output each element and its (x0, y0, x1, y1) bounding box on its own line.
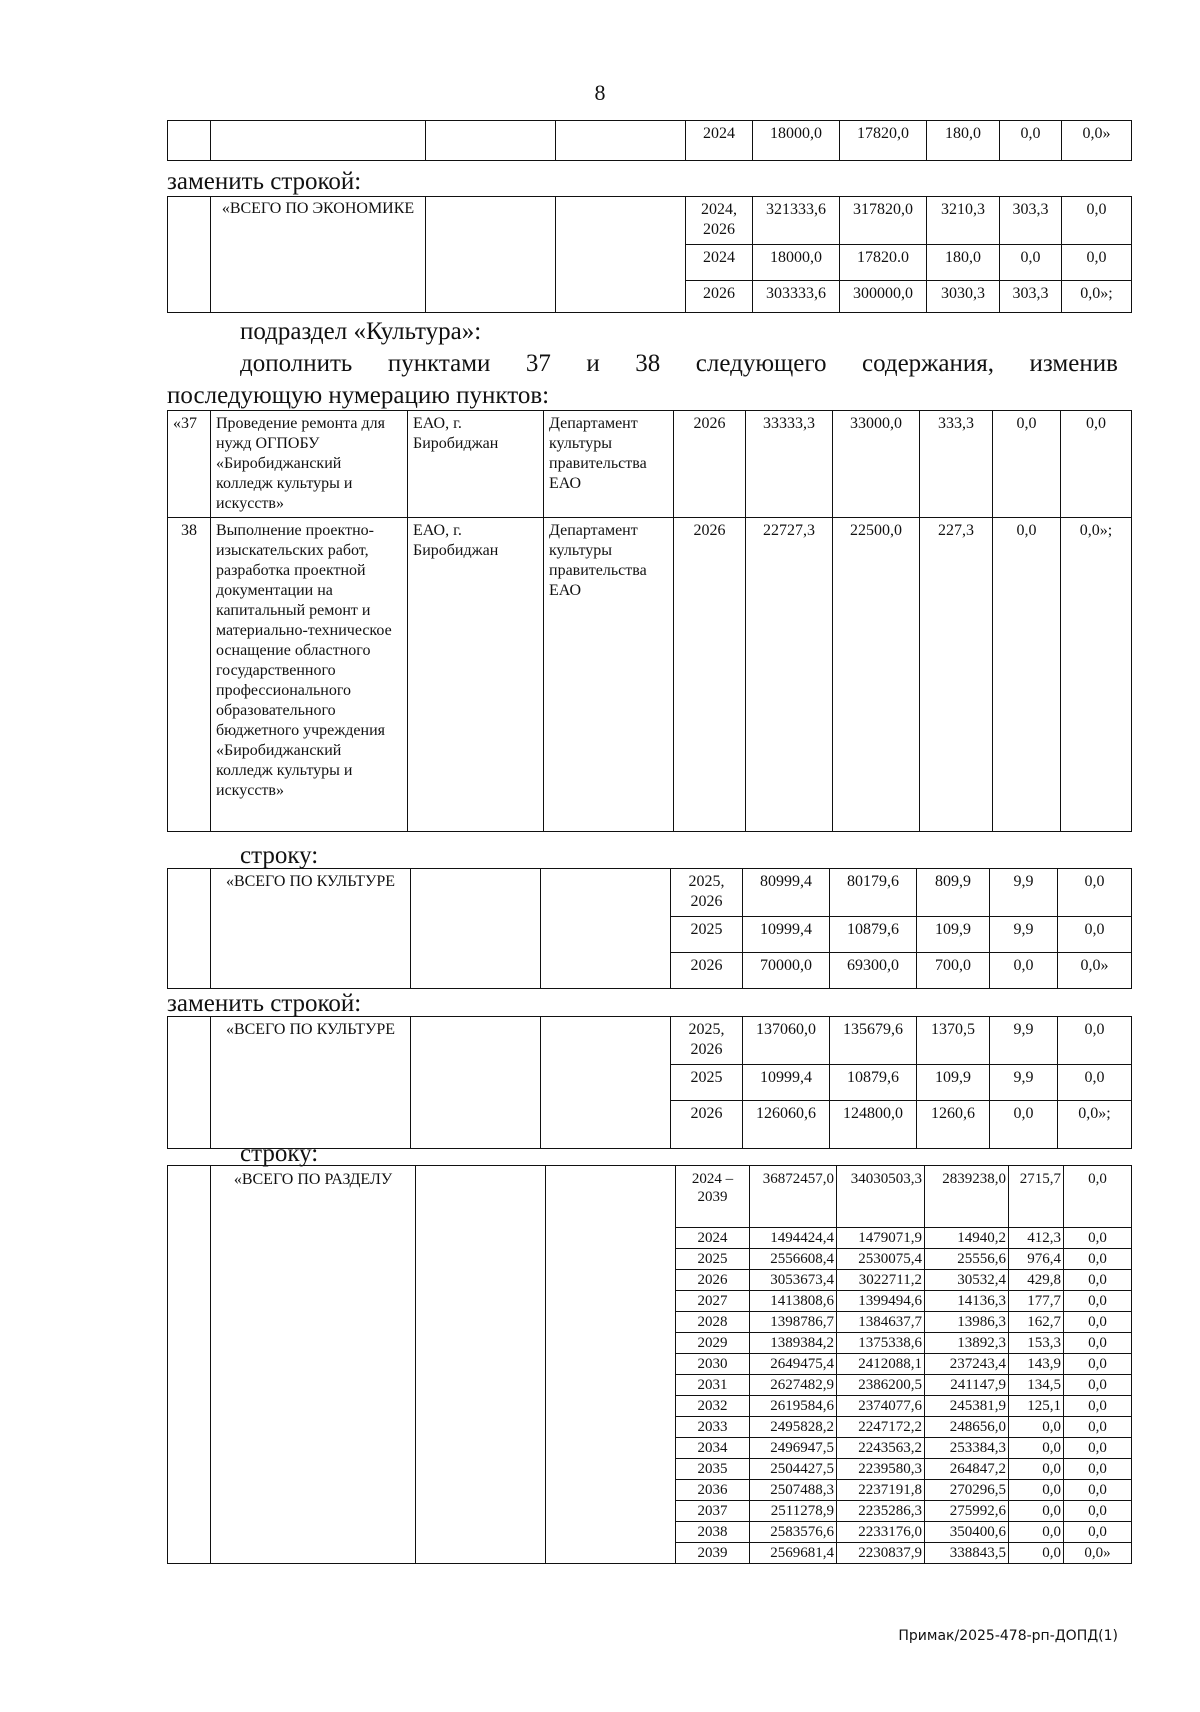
regional-cell: 13892,3 (925, 1333, 1009, 1354)
table-row (168, 518, 1132, 832)
regional-cell: 13986,3 (925, 1312, 1009, 1333)
other-cell: 0,0»; (1061, 518, 1132, 832)
year-cell: 2026 (674, 518, 746, 832)
local-cell: 429,8 (1009, 1270, 1064, 1291)
table-culture-items (167, 410, 1132, 832)
total-cell: 2495828,2 (750, 1417, 837, 1438)
other-cell: 0,0 (1064, 1438, 1132, 1459)
regional-cell: 700,0 (917, 953, 990, 989)
federal-cell: 317820,0 (840, 197, 927, 245)
total-cell: 1494424,4 (750, 1228, 837, 1249)
regional-cell: 109,9 (917, 1065, 990, 1101)
page-number: 8 (594, 80, 606, 105)
total-cell: 18000,0 (753, 121, 840, 161)
total-cell: 10999,4 (743, 1065, 830, 1101)
federal-cell: 10879,6 (830, 917, 917, 953)
local-cell: 0,0 (1009, 1543, 1064, 1564)
federal-cell: 1479071,9 (837, 1228, 925, 1249)
table-culture-old (167, 868, 1132, 989)
replace-label-2: заменить строкой: (167, 990, 362, 1017)
total-cell: 10999,4 (743, 917, 830, 953)
year-cell: 2026 (671, 1101, 743, 1149)
table-section-totals (167, 1165, 1132, 1564)
regional-cell: 338843,5 (925, 1543, 1009, 1564)
local-cell: 9,9 (990, 1017, 1058, 1065)
other-cell: 0,0 (1064, 1291, 1132, 1312)
table-row (168, 1017, 1132, 1065)
item-name: Проведение ремонта для нужд ОГПОБУ «Биробиджанский колледж культуры и искусств» (211, 411, 408, 518)
total-cell: 80999,4 (743, 869, 830, 917)
regional-cell: 109,9 (917, 917, 990, 953)
name-cell: «ВСЕГО ПО ЭКОНОМИКЕ (211, 197, 426, 313)
year-cell: 2029 (676, 1333, 750, 1354)
row-label-1: строку: (240, 842, 319, 869)
regional-cell: 245381,9 (925, 1396, 1009, 1417)
local-cell: 303,3 (1000, 197, 1062, 245)
year-cell: 2033 (676, 1417, 750, 1438)
year-cell: 2031 (676, 1375, 750, 1396)
name-cell: «ВСЕГО ПО КУЛЬТУРЕ (211, 869, 411, 989)
federal-cell: 69300,0 (830, 953, 917, 989)
local-cell: 143,9 (1009, 1354, 1064, 1375)
total-cell: 70000,0 (743, 953, 830, 989)
local-cell: 0,0 (993, 411, 1061, 518)
regional-cell: 333,3 (920, 411, 993, 518)
instruction-line-1: дополнить пунктами 37 и 38 следующего содержания, изменив (240, 350, 1118, 377)
regional-cell: 3210,3 (927, 197, 1000, 245)
year-cell: 2035 (676, 1459, 750, 1480)
total-cell: 2627482,9 (750, 1375, 837, 1396)
table-economy-old-row (167, 120, 1132, 161)
federal-cell: 22500,0 (833, 518, 920, 832)
year-cell: 2024 (686, 121, 753, 161)
local-cell: 976,4 (1009, 1249, 1064, 1270)
year-cell: 2026 (674, 411, 746, 518)
total-cell: 2507488,3 (750, 1480, 837, 1501)
local-cell: 9,9 (990, 917, 1058, 953)
federal-cell: 300000,0 (840, 281, 927, 313)
federal-cell: 17820.0 (840, 245, 927, 281)
item-number: «37 (168, 411, 211, 518)
other-cell: 0,0 (1061, 411, 1132, 518)
regional-cell: 350400,6 (925, 1522, 1009, 1543)
regional-cell: 241147,9 (925, 1375, 1009, 1396)
federal-cell: 3022711,2 (837, 1270, 925, 1291)
item-name: Выполнение проектно-изыскательских работ, разработка проектной документации на капитальный ремонт и материально-техническое оснащение областного государственного профессионального образовательного бюджетного учреждения «Биробиджанский колледж культуры и искусств» (211, 518, 408, 832)
other-cell: 0,0»; (1062, 281, 1132, 313)
other-cell: 0,0 (1058, 869, 1132, 917)
instruction-line-2: последующую нумерацию пунктов: (167, 382, 550, 409)
year-cell: 2025 (671, 1065, 743, 1101)
federal-cell: 2230837,9 (837, 1543, 925, 1564)
item-number: 38 (168, 518, 211, 832)
federal-cell: 135679,6 (830, 1017, 917, 1065)
regional-cell: 14136,3 (925, 1291, 1009, 1312)
total-cell: 2511278,9 (750, 1501, 837, 1522)
regional-cell: 180,0 (927, 121, 1000, 161)
regional-cell: 2839238,0 (925, 1166, 1009, 1228)
other-cell: 0,0 (1064, 1459, 1132, 1480)
year-cell: 2027 (676, 1291, 750, 1312)
regional-cell: 227,3 (920, 518, 993, 832)
item-place: ЕАО, г. Биробиджан (408, 411, 544, 518)
other-cell: 0,0 (1062, 245, 1132, 281)
other-cell: 0,0 (1064, 1333, 1132, 1354)
regional-cell: 809,9 (917, 869, 990, 917)
table-row (168, 1166, 1132, 1228)
total-cell: 2649475,4 (750, 1354, 837, 1375)
total-cell: 2583576,6 (750, 1522, 837, 1543)
year-cell: 2030 (676, 1354, 750, 1375)
federal-cell: 2374077,6 (837, 1396, 925, 1417)
local-cell: 125,1 (1009, 1396, 1064, 1417)
year-cell: 2024 (676, 1228, 750, 1249)
other-cell: 0,0 (1064, 1354, 1132, 1375)
year-cell: 2026 (671, 953, 743, 989)
regional-cell: 253384,3 (925, 1438, 1009, 1459)
replace-label-1: заменить строкой: (167, 168, 362, 195)
federal-cell: 80179,6 (830, 869, 917, 917)
subsection-heading: подраздел «Культура»: (240, 318, 482, 345)
other-cell: 0,0 (1064, 1270, 1132, 1291)
total-cell: 126060,6 (743, 1101, 830, 1149)
other-cell: 0,0 (1062, 197, 1132, 245)
local-cell: 9,9 (990, 1065, 1058, 1101)
year-cell: 2024 – 2039 (676, 1166, 750, 1228)
federal-cell: 2412088,1 (837, 1354, 925, 1375)
local-cell: 0,0 (990, 1101, 1058, 1149)
regional-cell: 3030,3 (927, 281, 1000, 313)
federal-cell: 2386200,5 (837, 1375, 925, 1396)
other-cell: 0,0 (1058, 1017, 1132, 1065)
total-cell: 1413808,6 (750, 1291, 837, 1312)
regional-cell: 25556,6 (925, 1249, 1009, 1270)
total-cell: 303333,6 (753, 281, 840, 313)
other-cell: 0,0 (1058, 917, 1132, 953)
federal-cell: 10879,6 (830, 1065, 917, 1101)
year-cell: 2025, 2026 (671, 869, 743, 917)
local-cell: 303,3 (1000, 281, 1062, 313)
federal-cell: 2237191,8 (837, 1480, 925, 1501)
total-cell: 137060,0 (743, 1017, 830, 1065)
year-cell: 2039 (676, 1543, 750, 1564)
regional-cell: 264847,2 (925, 1459, 1009, 1480)
table-row (168, 411, 1132, 518)
table-economy-new (167, 196, 1132, 313)
regional-cell: 180,0 (927, 245, 1000, 281)
year-cell: 2025, 2026 (671, 1017, 743, 1065)
other-cell: 0,0 (1064, 1396, 1132, 1417)
local-cell: 0,0 (1009, 1459, 1064, 1480)
year-cell: 2026 (686, 281, 753, 313)
year-cell: 2026 (676, 1270, 750, 1291)
year-cell: 2034 (676, 1438, 750, 1459)
other-cell: 0,0 (1064, 1480, 1132, 1501)
other-cell: 0,0 (1064, 1249, 1132, 1270)
local-cell: 177,7 (1009, 1291, 1064, 1312)
local-cell: 2715,7 (1009, 1166, 1064, 1228)
local-cell: 0,0 (1009, 1480, 1064, 1501)
local-cell: 0,0 (1009, 1417, 1064, 1438)
other-cell: 0,0 (1064, 1312, 1132, 1333)
other-cell: 0,0»; (1058, 1101, 1132, 1149)
other-cell: 0,0 (1058, 1065, 1132, 1101)
table-row (168, 197, 1132, 245)
total-cell: 1398786,7 (750, 1312, 837, 1333)
federal-cell: 2243563,2 (837, 1438, 925, 1459)
federal-cell: 33000,0 (833, 411, 920, 518)
year-cell: 2032 (676, 1396, 750, 1417)
year-cell: 2037 (676, 1501, 750, 1522)
other-cell: 0,0 (1064, 1417, 1132, 1438)
local-cell: 412,3 (1009, 1228, 1064, 1249)
other-cell: 0,0 (1064, 1375, 1132, 1396)
name-cell: «ВСЕГО ПО КУЛЬТУРЕ (211, 1017, 411, 1149)
year-cell: 2036 (676, 1480, 750, 1501)
table-row (168, 869, 1132, 917)
local-cell: 0,0 (1009, 1438, 1064, 1459)
year-cell: 2025 (671, 917, 743, 953)
federal-cell: 2247172,2 (837, 1417, 925, 1438)
total-cell: 2569681,4 (750, 1543, 837, 1564)
local-cell: 0,0 (993, 518, 1061, 832)
total-cell: 321333,6 (753, 197, 840, 245)
table-row (168, 121, 1132, 161)
name-cell: «ВСЕГО ПО РАЗДЕЛУ (211, 1166, 416, 1564)
federal-cell: 2235286,3 (837, 1501, 925, 1522)
year-cell: 2024 (686, 245, 753, 281)
regional-cell: 30532,4 (925, 1270, 1009, 1291)
other-cell: 0,0 (1064, 1501, 1132, 1522)
federal-cell: 1384637,7 (837, 1312, 925, 1333)
item-executor: Департамент культуры правительства ЕАО (544, 411, 674, 518)
total-cell: 2556608,4 (750, 1249, 837, 1270)
other-cell: 0,0» (1064, 1543, 1132, 1564)
other-cell: 0,0 (1064, 1166, 1132, 1228)
other-cell: 0,0 (1064, 1522, 1132, 1543)
item-executor: Департамент культуры правительства ЕАО (544, 518, 674, 832)
federal-cell: 124800,0 (830, 1101, 917, 1149)
local-cell: 134,5 (1009, 1375, 1064, 1396)
total-cell: 33333,3 (746, 411, 833, 518)
regional-cell: 1260,6 (917, 1101, 990, 1149)
federal-cell: 17820,0 (840, 121, 927, 161)
local-cell: 9,9 (990, 869, 1058, 917)
local-cell: 0,0 (1000, 245, 1062, 281)
federal-cell: 34030503,3 (837, 1166, 925, 1228)
document-footer: Примак/2025-478-рп-ДОПД(1) (898, 1628, 1118, 1644)
other-cell: 0,0 (1064, 1228, 1132, 1249)
local-cell: 162,7 (1009, 1312, 1064, 1333)
regional-cell: 270296,5 (925, 1480, 1009, 1501)
regional-cell: 14940,2 (925, 1228, 1009, 1249)
regional-cell: 275992,6 (925, 1501, 1009, 1522)
other-cell: 0,0» (1058, 953, 1132, 989)
row-label-2: строку: (240, 1140, 319, 1167)
year-cell: 2038 (676, 1522, 750, 1543)
regional-cell: 237243,4 (925, 1354, 1009, 1375)
total-cell: 2619584,6 (750, 1396, 837, 1417)
year-cell: 2025 (676, 1249, 750, 1270)
year-cell: 2024, 2026 (686, 197, 753, 245)
total-cell: 18000,0 (753, 245, 840, 281)
item-place: ЕАО, г. Биробиджан (408, 518, 544, 832)
federal-cell: 2530075,4 (837, 1249, 925, 1270)
local-cell: 0,0 (990, 953, 1058, 989)
total-cell: 1389384,2 (750, 1333, 837, 1354)
federal-cell: 2239580,3 (837, 1459, 925, 1480)
federal-cell: 2233176,0 (837, 1522, 925, 1543)
year-cell: 2028 (676, 1312, 750, 1333)
local-cell: 0,0 (1000, 121, 1062, 161)
regional-cell: 248656,0 (925, 1417, 1009, 1438)
federal-cell: 1375338,6 (837, 1333, 925, 1354)
regional-cell: 1370,5 (917, 1017, 990, 1065)
total-cell: 2496947,5 (750, 1438, 837, 1459)
local-cell: 153,3 (1009, 1333, 1064, 1354)
local-cell: 0,0 (1009, 1522, 1064, 1543)
total-cell: 36872457,0 (750, 1166, 837, 1228)
total-cell: 2504427,5 (750, 1459, 837, 1480)
local-cell: 0,0 (1009, 1501, 1064, 1522)
total-cell: 22727,3 (746, 518, 833, 832)
total-cell: 3053673,4 (750, 1270, 837, 1291)
federal-cell: 1399494,6 (837, 1291, 925, 1312)
table-culture-new (167, 1016, 1132, 1149)
other-cell: 0,0» (1062, 121, 1132, 161)
